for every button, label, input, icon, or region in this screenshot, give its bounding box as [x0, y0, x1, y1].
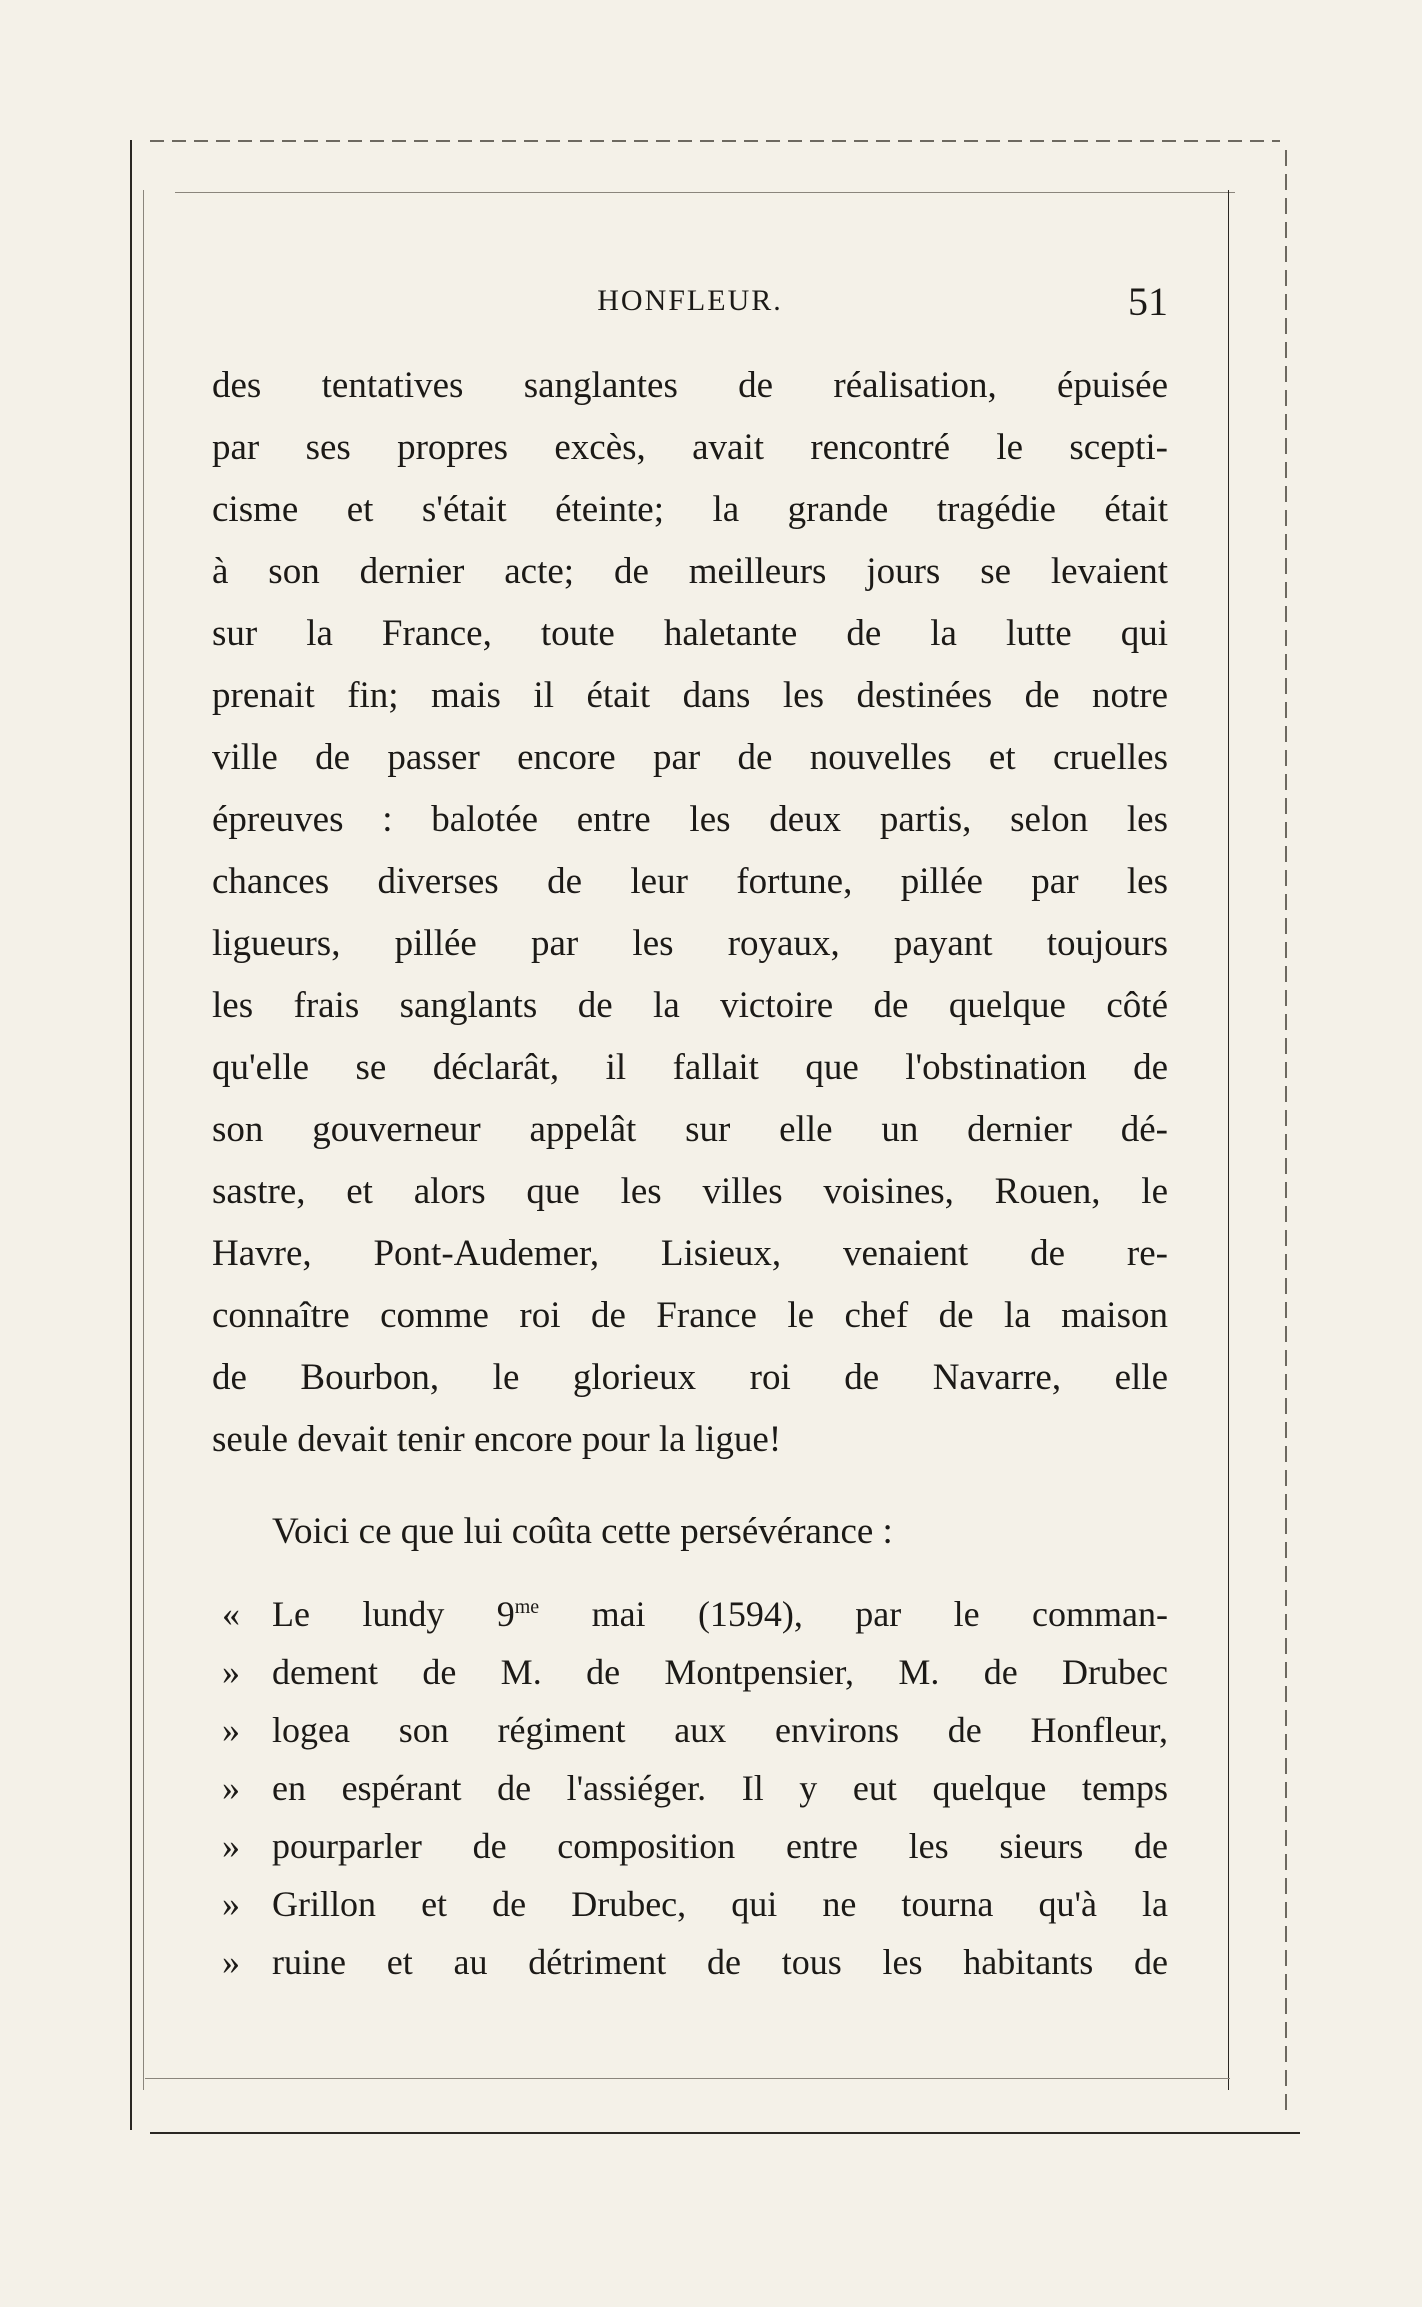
quote-mark: » [222, 1768, 240, 1808]
text-line: prenait fin; mais il était dans les destinées de notre [212, 675, 1168, 716]
quote-mark: » [222, 1884, 240, 1924]
text-line: Havre, Pont-Audemer, Lisieux, venaient de re- [212, 1233, 1168, 1274]
quote-text: dement de M. de Montpensier, M. de Drubec [272, 1652, 1168, 1692]
paragraph-gap [212, 1563, 1168, 1585]
top-dashed-rule [150, 140, 1280, 142]
ordinal-superscript: me [514, 1596, 540, 1618]
text-line: seule devait tenir encore pour la ligue! [212, 1419, 782, 1460]
quote-text: en espérant de l'assiéger. Il y eut quelque temps [272, 1768, 1168, 1808]
quote-line [212, 1817, 1168, 1875]
text-line: qu'elle se déclarât, il fallait que l'obstination de [212, 1047, 1168, 1088]
text-line: par ses propres excès, avait rencontré le scepti- [212, 427, 1168, 468]
bottom-outer-rule [150, 2132, 1300, 2134]
quote-line [212, 1585, 1168, 1643]
bottom-inner-rule [145, 2078, 1230, 2079]
quote-text: pourparler de composition entre les sieurs de [272, 1826, 1168, 1866]
upper-rule [175, 192, 1235, 193]
text-line: cisme et s'était éteinte; la grande tragédie était [212, 489, 1168, 530]
quote-text-part: Le lundy 9 [272, 1594, 515, 1634]
quote-text: Grillon et de Drubec, qui ne tourna qu'à la [272, 1884, 1168, 1924]
quote-line [212, 1933, 1168, 1991]
right-dashed-rule [1285, 150, 1287, 2110]
page-header [212, 278, 1168, 326]
quote-mark: » [222, 1652, 240, 1692]
quote-line [212, 1759, 1168, 1817]
body-text [212, 355, 1168, 1991]
text-line: chances diverses de leur fortune, pillée par les [212, 861, 1168, 902]
right-edge-rule [1228, 190, 1229, 2090]
quote-text: ruine et au détriment de tous les habitants de [272, 1942, 1168, 1982]
quote-text-part: mai (1594), par le comman- [539, 1594, 1168, 1634]
quote-line [212, 1875, 1168, 1933]
left-inner-rule [143, 190, 144, 2090]
quote-text [272, 1585, 1168, 1643]
text-line: ligueurs, pillée par les royaux, payant toujours [212, 923, 1168, 964]
text-line: les frais sanglants de la victoire de quelque côté [212, 985, 1168, 1026]
quote-mark: » [222, 1942, 240, 1982]
text-line: sur la France, toute haletante de la lutte qui [212, 613, 1168, 654]
text-line: à son dernier acte; de meilleurs jours se levaient [212, 551, 1168, 592]
text-line: son gouverneur appelât sur elle un dernier dé- [212, 1109, 1168, 1150]
quote-line [212, 1701, 1168, 1759]
paragraph-intro: Voici ce que lui coûta cette persévérance : [272, 1511, 893, 1552]
quote-mark: » [222, 1710, 240, 1750]
quote-mark: » [222, 1826, 240, 1866]
text-line: connaître comme roi de France le chef de la maison [212, 1295, 1168, 1336]
quote-text: logea son régiment aux environs de Honfleur, [272, 1710, 1168, 1750]
paragraph-gap [212, 1471, 1168, 1501]
text-line: de Bourbon, le glorieux roi de Navarre, elle [212, 1357, 1168, 1398]
page-number: 51 [1128, 279, 1168, 324]
text-line: épreuves : balotée entre les deux partis, selon les [212, 799, 1168, 840]
text-line: sastre, et alors que les villes voisines, Rouen, le [212, 1171, 1168, 1212]
running-title: HONFLEUR. [597, 284, 783, 317]
left-outer-rule [130, 140, 132, 2130]
text-line: ville de passer encore par de nouvelles et cruelles [212, 737, 1168, 778]
quote-mark: « [222, 1594, 240, 1634]
text-line: des tentatives sanglantes de réalisation, épuisée [212, 365, 1168, 406]
quote-line [212, 1643, 1168, 1701]
